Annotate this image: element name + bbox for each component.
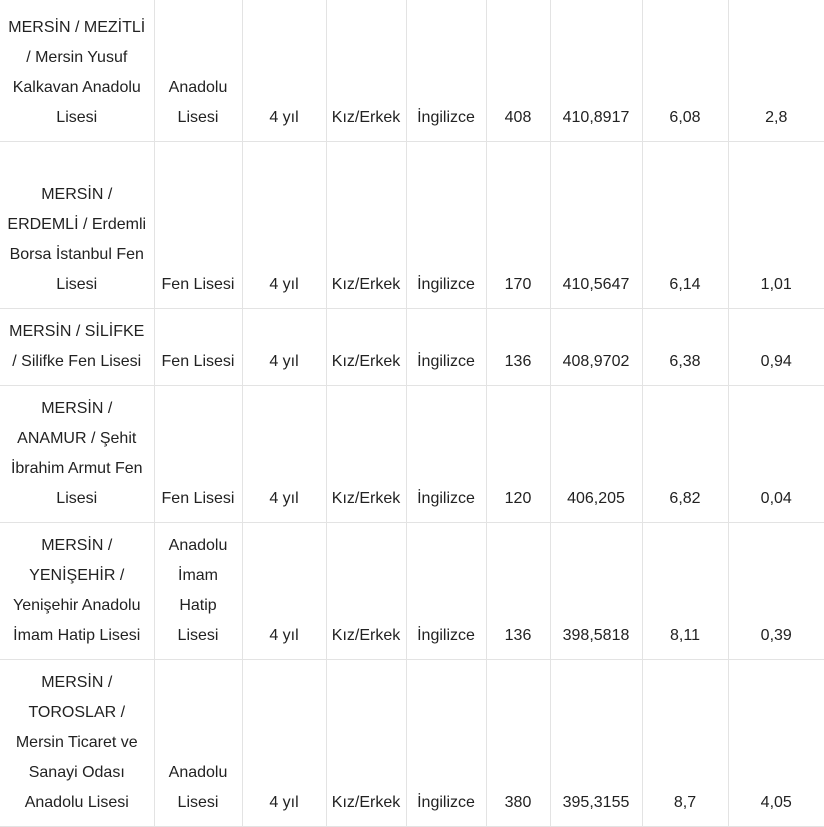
quota-cell: 170 (486, 142, 550, 309)
school-name-cell: MERSİN / SİLİFKE / Silifke Fen Lisesi (0, 309, 154, 386)
school-type-cell: Anadolu Lisesi (154, 660, 242, 827)
last-value-cell: 0,04 (728, 386, 824, 523)
school-type-cell: Fen Lisesi (154, 309, 242, 386)
score-cell: 406,205 (550, 386, 642, 523)
gender-cell: Kız/Erkek (326, 309, 406, 386)
school-name-cell: MERSİN / ANAMUR / Şehit İbrahim Armut Fen Lisesi (0, 386, 154, 523)
quota-cell: 380 (486, 660, 550, 827)
last-value-cell: 0,39 (728, 523, 824, 660)
school-name-cell: MERSİN / YENİŞEHİR / Yenişehir Anadolu İmam Hatip Lisesi (0, 523, 154, 660)
table-row (0, 660, 824, 827)
school-type-cell: Anadolu İmam Hatip Lisesi (154, 523, 242, 660)
quota-cell: 136 (486, 309, 550, 386)
percentile-cell: 8,11 (642, 523, 728, 660)
duration-cell: 4 yıl (242, 142, 326, 309)
last-value-cell: 1,01 (728, 142, 824, 309)
gender-cell: Kız/Erkek (326, 142, 406, 309)
table-row (0, 386, 824, 523)
table-row (0, 142, 824, 309)
duration-cell: 4 yıl (242, 309, 326, 386)
percentile-cell: 8,7 (642, 660, 728, 827)
quota-cell: 120 (486, 386, 550, 523)
school-type-cell: Fen Lisesi (154, 142, 242, 309)
quota-cell: 136 (486, 523, 550, 660)
gender-cell: Kız/Erkek (326, 386, 406, 523)
percentile-cell: 6,08 (642, 0, 728, 142)
language-cell: İngilizce (406, 0, 486, 142)
score-cell: 410,8917 (550, 0, 642, 142)
school-name-cell: MERSİN / TOROSLAR / Mersin Ticaret ve Sanayi Odası Anadolu Lisesi (0, 660, 154, 827)
last-value-cell: 2,8 (728, 0, 824, 142)
percentile-cell: 6,38 (642, 309, 728, 386)
score-cell: 408,9702 (550, 309, 642, 386)
duration-cell: 4 yıl (242, 660, 326, 827)
gender-cell: Kız/Erkek (326, 660, 406, 827)
school-name-cell: MERSİN / ERDEMLİ / Erdemli Borsa İstanbul Fen Lisesi (0, 142, 154, 309)
gender-cell: Kız/Erkek (326, 0, 406, 142)
last-value-cell: 4,05 (728, 660, 824, 827)
duration-cell: 4 yıl (242, 386, 326, 523)
score-cell: 398,5818 (550, 523, 642, 660)
language-cell: İngilizce (406, 309, 486, 386)
duration-cell: 4 yıl (242, 523, 326, 660)
percentile-cell: 6,82 (642, 386, 728, 523)
score-cell: 395,3155 (550, 660, 642, 827)
percentile-cell: 6,14 (642, 142, 728, 309)
language-cell: İngilizce (406, 142, 486, 309)
language-cell: İngilizce (406, 660, 486, 827)
quota-cell: 408 (486, 0, 550, 142)
gender-cell: Kız/Erkek (326, 523, 406, 660)
score-cell: 410,5647 (550, 142, 642, 309)
last-value-cell: 0,94 (728, 309, 824, 386)
language-cell: İngilizce (406, 523, 486, 660)
duration-cell: 4 yıl (242, 0, 326, 142)
table-row (0, 523, 824, 660)
language-cell: İngilizce (406, 386, 486, 523)
school-type-cell: Anadolu Lisesi (154, 0, 242, 142)
school-name-cell: MERSİN / MEZİTLİ / Mersin Yusuf Kalkavan Anadolu Lisesi (0, 0, 154, 142)
table-row (0, 0, 824, 142)
table-row (0, 309, 824, 386)
school-type-cell: Fen Lisesi (154, 386, 242, 523)
